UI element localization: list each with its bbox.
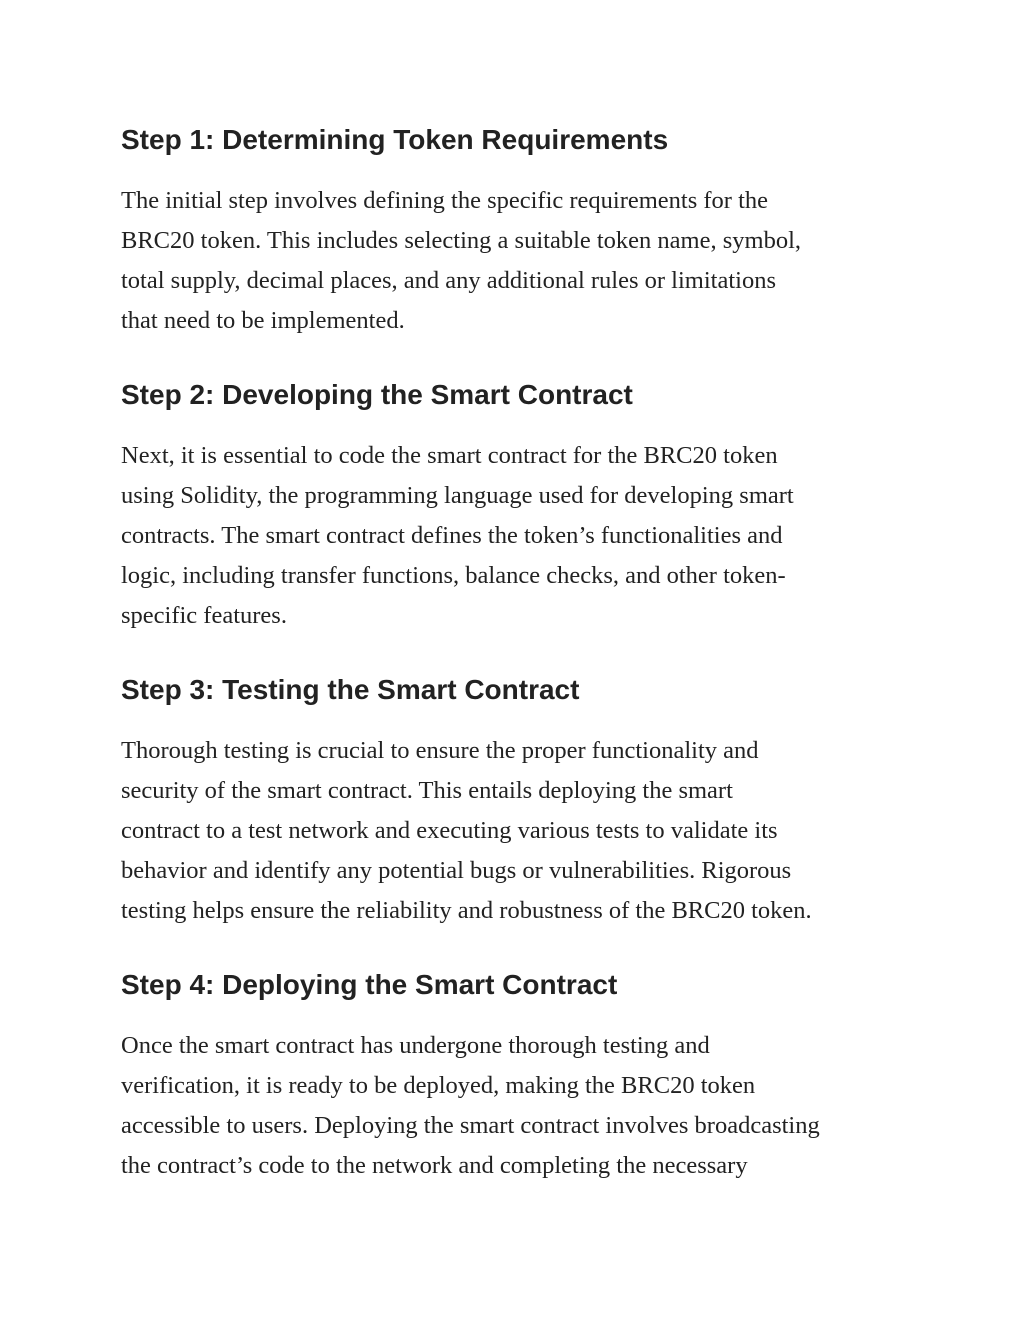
paragraph-line: Thorough testing is crucial to ensure the proper functionality and [121, 737, 759, 764]
paragraph-line: contracts. The smart contract defines the token’s functionalities and [121, 522, 783, 549]
paragraph-line: testing helps ensure the reliability and robustness of the BRC20 token. [121, 897, 812, 924]
paragraph-line: logic, including transfer functions, balance checks, and other token- [121, 562, 786, 589]
paragraph-line: total supply, decimal places, and any additional rules or limitations [121, 267, 776, 294]
section-paragraph-step-1 [121, 181, 801, 341]
paragraph-line: that need to be implemented. [121, 307, 405, 334]
section-heading-step-4: Step 4: Deploying the Smart Contract [121, 969, 618, 1000]
section-paragraph-step-3 [121, 731, 812, 931]
section-paragraph-step-4 [121, 1026, 820, 1186]
section-heading-step-2: Step 2: Developing the Smart Contract [121, 379, 633, 410]
paragraph-line: using Solidity, the programming language used for developing smart [121, 482, 794, 509]
paragraph-line: contract to a test network and executing various tests to validate its [121, 817, 778, 844]
section-heading-step-1: Step 1: Determining Token Requirements [121, 124, 669, 155]
paragraph-line: security of the smart contract. This entails deploying the smart [121, 777, 733, 804]
section-paragraph-step-2 [121, 436, 794, 636]
section-heading-step-3: Step 3: Testing the Smart Contract [121, 674, 580, 705]
paragraph-line: BRC20 token. This includes selecting a suitable token name, symbol, [121, 227, 802, 254]
paragraph-line: verification, it is ready to be deployed, making the BRC20 token [121, 1072, 756, 1099]
paragraph-line: the contract’s code to the network and completing the necessary [121, 1152, 748, 1179]
paragraph-line: Next, it is essential to code the smart contract for the BRC20 token [121, 442, 778, 469]
paragraph-line: accessible to users. Deploying the smart contract involves broadcasting [121, 1112, 820, 1139]
paragraph-line: The initial step involves defining the specific requirements for the [121, 187, 769, 214]
paragraph-line: specific features. [121, 602, 287, 629]
paragraph-line: Once the smart contract has undergone thorough testing and [121, 1032, 710, 1059]
paragraph-line: behavior and identify any potential bugs or vulnerabilities. Rigorous [121, 857, 792, 884]
